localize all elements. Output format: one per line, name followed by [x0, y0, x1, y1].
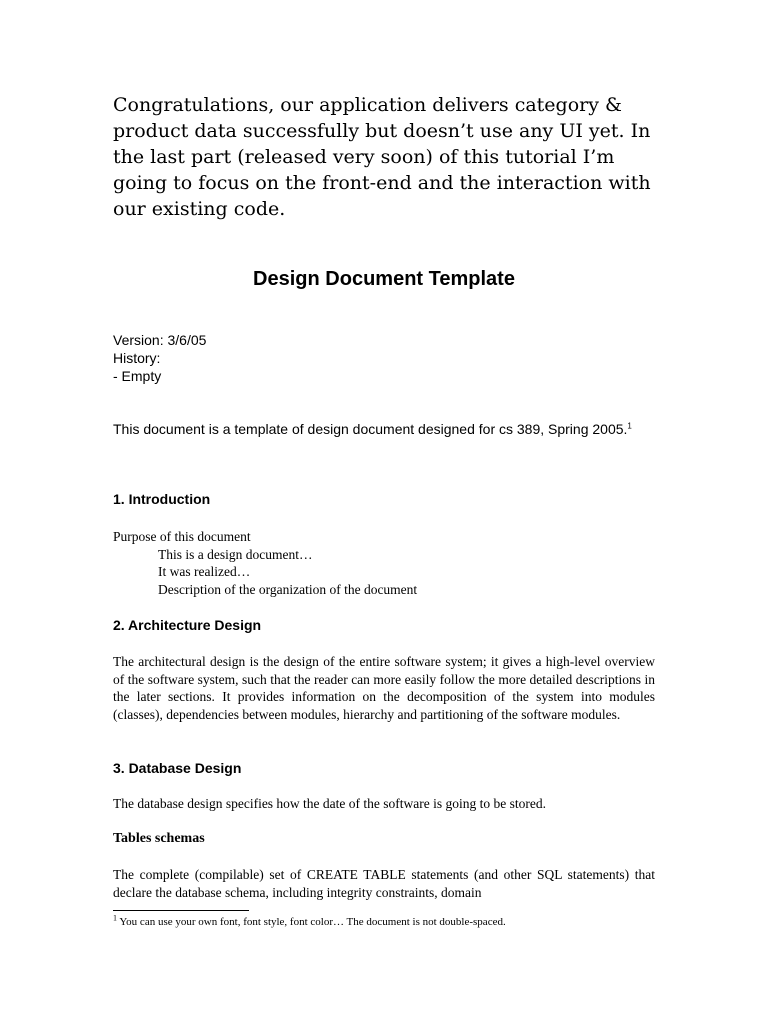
- document-title: Design Document Template: [253, 268, 515, 290]
- section-heading-introduction: 1. Introduction: [113, 491, 211, 507]
- template-description: [113, 420, 655, 438]
- footnote-text: You can use your own font, font style, font color… The document is not double-spaced.: [117, 916, 506, 928]
- database-paragraph: The database design specifies how the date of the software is going to be stored.: [113, 796, 546, 811]
- version-block: [113, 331, 655, 385]
- footnote-mark: 1: [113, 913, 117, 923]
- intro-item: Description of the organization of the document: [158, 581, 418, 597]
- footnote-reference: 1: [627, 421, 632, 431]
- intro-paragraph: Congratulations, our application delivers category & product data successfully but doesn’t use any UI yet. In the last part (released very soon) of this tutorial I’m going to focus on the front-end and the interaction with our existing code.: [113, 94, 651, 220]
- purpose-line: Purpose of this document: [113, 529, 251, 544]
- template-text: This document is a template of design document designed for cs 389, Spring 2005.: [113, 421, 628, 437]
- architecture-paragraph: The architectural design is the design of the entire software system; it gives a high-level overview of the software system, such that the reader can more easily follow the more detailed descriptions in the later sections. It provides information on the decomposition of the system into modules (classes), dependencies between modules, hierarchy and partitioning of the software modules.: [113, 654, 655, 722]
- tables-schemas-heading: Tables schemas: [113, 831, 205, 846]
- intro-item: This is a design document…: [158, 546, 313, 562]
- tables-paragraph: The complete (compilable) set of CREATE TABLE statements (and other SQL statements) that declare the database schema, including integrity constraints, domain: [113, 867, 655, 900]
- intro-item: It was realized…: [158, 564, 251, 579]
- section-heading-database: 3. Database Design: [113, 760, 242, 776]
- section-heading-architecture: 2. Architecture Design: [113, 617, 262, 633]
- history-item: - Empty: [113, 368, 162, 384]
- history-label: History:: [113, 350, 161, 366]
- footnote: [113, 915, 673, 929]
- introduction-body: [113, 528, 655, 598]
- version-line: Version: 3/6/05: [113, 332, 207, 348]
- footnote-separator: [113, 910, 249, 911]
